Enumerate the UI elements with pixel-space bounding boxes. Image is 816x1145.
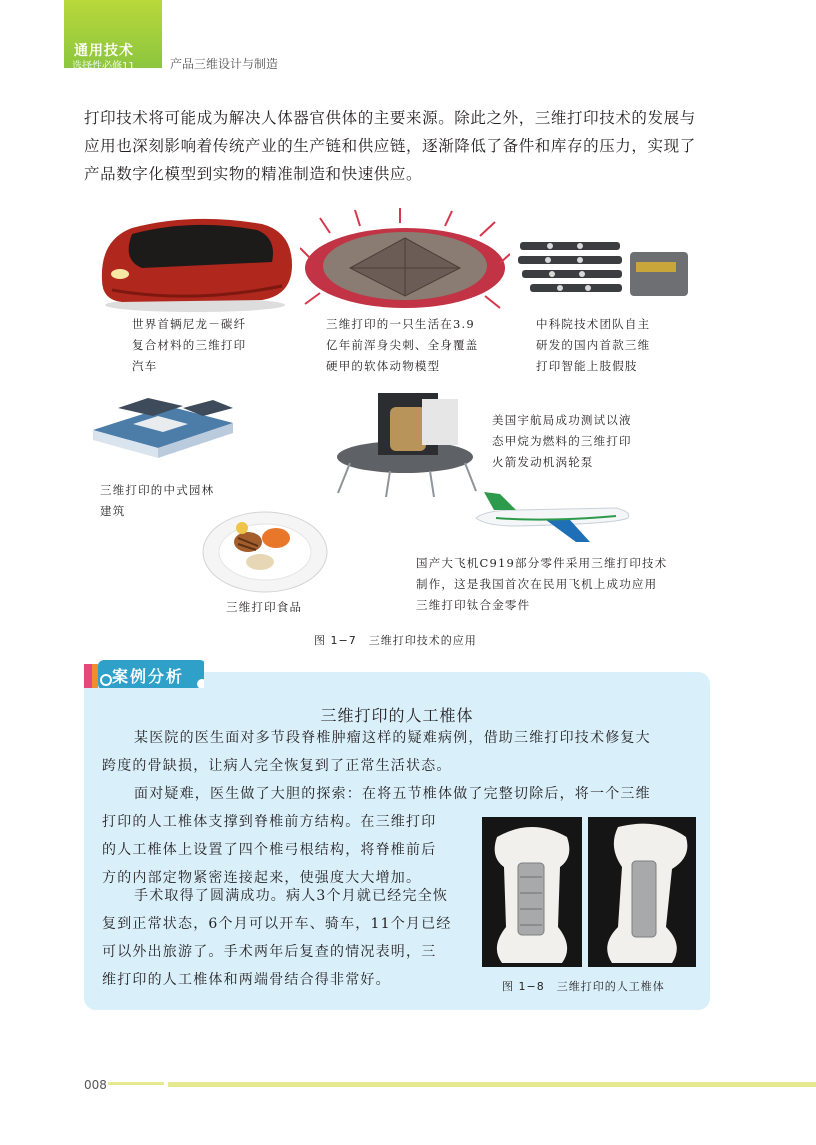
case-para1-line: 某医院的医生面对多节段脊椎肿瘤这样的疑难病例，借助三维打印技术修复大 [134, 730, 651, 746]
printed-food-plate-icon [200, 500, 330, 596]
intro-line: 应用也深刻影响着传统产业的生产链和供应链，逐渐降低了备件和库存的压力，实现了 [84, 137, 696, 155]
caption-line: 打印智能上肢假肢 [536, 359, 638, 373]
caption-line: 三维打印的一只生活在3.9 [326, 317, 475, 331]
caption-line: 美国宇航局成功测试以液 [492, 413, 632, 427]
figure-1-8-label: 图 1−8 三维打印的人工椎体 [502, 980, 665, 993]
case-para3-line: 维打印的人工椎体和两端骨结合得非常好。 [102, 972, 391, 988]
red-3d-printed-car-icon [92, 210, 298, 314]
caption-mollusk [326, 314, 506, 377]
case-para2-line: 打印的人工椎体支撑到脊椎前方结构。在三维打印 [102, 814, 437, 830]
figure-1-7-label: 图 1−7 三维打印技术的应用 [314, 634, 477, 647]
spiky-mollusk-model-icon [300, 208, 510, 313]
caption-line: 复合材料的三维打印 [132, 338, 247, 352]
caption-hand [536, 314, 696, 377]
case-para3-line: 手术取得了圆满成功。病人3个月就已经完全恢 [134, 888, 449, 904]
case-para2-line: 的人工椎体上设置了四个椎弓根结构，将脊椎前后 [102, 842, 437, 858]
case-para2-line: 面对疑难，医生做了大胆的探索：在将五节椎体做了完整切除后，将一个三维 [134, 786, 651, 802]
caption-line: 三维打印食品 [226, 600, 303, 614]
artificial-vertebra-photo-icon [482, 817, 582, 967]
caption-line: 态甲烷为燃料的三维打印 [492, 434, 632, 448]
series-title: 通用技术 [74, 43, 134, 59]
lunar-lander-engine-icon [330, 385, 480, 497]
caption-line: 世界首辆尼龙－碳纤 [132, 317, 247, 331]
caption-line: 研发的国内首款三维 [536, 338, 651, 352]
caption-rocket-engine [492, 410, 662, 473]
page-number: 008 [84, 1078, 107, 1092]
robotic-prosthetic-hand-icon [510, 232, 688, 308]
case-para2-line: 方的内部定物紧密连接起来，使强度大大增加。 [102, 870, 422, 886]
chapter-title: 产品三维设计与制造 [170, 57, 279, 71]
caption-line: 建筑 [100, 504, 126, 518]
caption-line: 国产大飞机C919部分零件采用三维打印技术 [416, 556, 668, 570]
c919-airliner-icon [466, 490, 634, 548]
caption-car [132, 314, 282, 377]
caption-line: 火箭发动机涡轮泵 [492, 455, 594, 469]
caption-line: 硬甲的软体动物模型 [326, 359, 441, 373]
artificial-vertebra-side-photo-icon [588, 817, 696, 967]
case-tab-label: 案例分析 [112, 667, 185, 686]
case-para3-line: 复到正常状态，6个月可以开车、骑车，11个月已经 [102, 916, 452, 932]
footer-bar [108, 1082, 164, 1085]
case-para3-line: 可以外出旅游了。手术两年后复查的情况表明，三 [102, 944, 437, 960]
caption-line: 汽车 [132, 359, 158, 373]
caption-food [226, 597, 346, 618]
caption-line: 亿年前浑身尖刺、全身覆盖 [326, 338, 479, 352]
caption-line: 三维打印的中式园林 [100, 483, 215, 497]
caption-line: 制作，这是我国首次在民用飞机上成功应用 [416, 577, 658, 591]
caption-line: 中科院技术团队自主 [536, 317, 651, 331]
footer-line [168, 1082, 816, 1087]
chinese-garden-building-icon [88, 388, 238, 458]
intro-line: 产品数字化模型到实物的精准制造和快速供应。 [84, 165, 423, 183]
case-para1-line: 跨度的骨缺损，让病人完全恢复到了正常生活状态。 [102, 758, 452, 774]
case-title: 三维打印的人工椎体 [320, 706, 474, 725]
intro-line: 打印技术将可能成为解决人体器官供体的主要来源。除此之外，三维打印技术的发展与 [84, 109, 696, 127]
series-subtitle: 选择性必修11 [72, 61, 135, 72]
caption-line: 三维打印钛合金零件 [416, 598, 531, 612]
caption-c919 [416, 553, 706, 616]
